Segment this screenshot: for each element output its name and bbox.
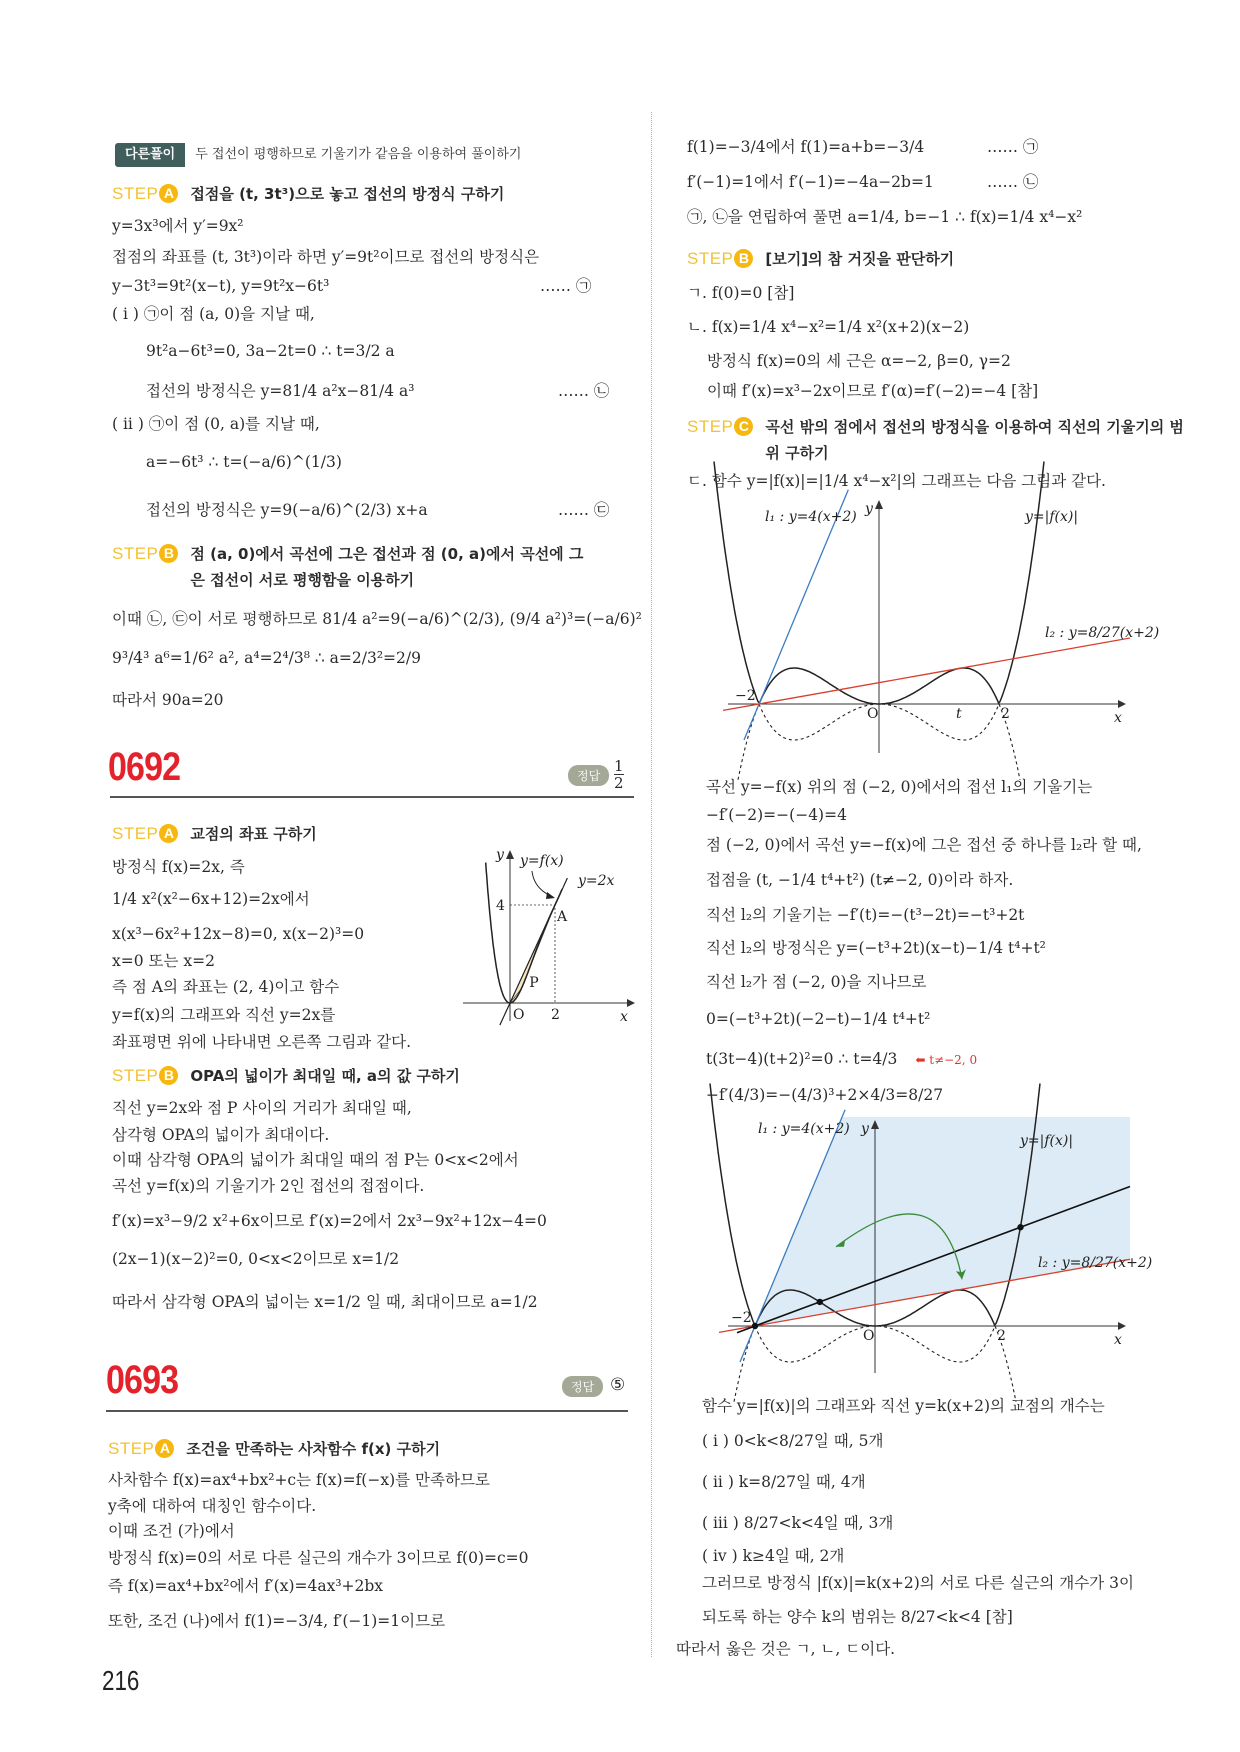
solution-line [706,972,926,992]
equation-tag: …… ㉢ [558,501,610,519]
solution-line [108,1576,383,1596]
line-text: 곡선 y=f(x)의 기울기가 2인 접선의 접점이다. [112,1177,425,1195]
line-text: 이때 f′(x)=x³−2x이므로 f′(α)=f′(−2)=−4 [참] [707,382,1039,400]
line-text: 따라서 90a=20 [112,691,224,709]
step-label: STEP [112,824,159,843]
step-heading [687,417,1185,466]
solution-line [687,137,1039,157]
solution-line [112,648,421,668]
graph-0692 [455,845,640,1025]
dotted-curve-neg-f-left [738,704,759,780]
line-text: 이때 ㉡, ㉢이 서로 평행하므로 81/4 a²=9(−a/6)^(2/3), (9/4 a²)³=(−a/6)² [112,610,642,628]
x-axis-label: x [1114,710,1122,726]
page-number: 216 [102,1665,140,1696]
line-text: t(3t−4)(t+2)²=0 ∴ t=4/3 [706,1050,898,1068]
line-text: 좌표평면 위에 나타내면 오른쪽 그림과 같다. [112,1033,412,1051]
solution-line [112,609,642,629]
solution-line [702,1431,883,1451]
pointer-arrow [532,871,553,897]
solution-line [702,1573,1134,1593]
x-tick-2: 2 [551,1007,560,1023]
step-letter-circle: A [159,184,178,203]
x-axis-arrow-icon [627,999,635,1007]
line-text: 9³/4³ a⁶=1/6² a², a⁴=2⁴/3⁸ ∴ a=2/3²=2/9 [112,649,421,667]
line-text: ( iv ) k≥4일 때, 2개 [702,1547,845,1565]
solution-line [108,1496,316,1516]
line-text: 즉 점 A의 좌표는 (2, 4)이고 함수 [112,978,340,996]
solution-line [112,1005,335,1025]
solution-line [112,1292,538,1312]
l2-label: l₂ : y=8/27(x+2) [1038,1255,1153,1271]
step-label: STEP [687,417,734,436]
x-tick-t: t [956,706,962,722]
x-tick-2: 2 [997,1328,1006,1344]
answer-badge: 정답 [562,1376,603,1397]
line-text: (2x−1)(x−2)²=0, 0<x<2이므로 x=1/2 [112,1250,400,1268]
equation-tag: …… ㉡ [987,173,1039,191]
curve-label: y=f(x) [520,853,564,869]
line-text: 방정식 f(x)=0의 세 근은 α=−2, β=0, γ=2 [707,352,1011,370]
solution-line [112,1211,547,1231]
origin-label: O [863,1328,875,1344]
solution-line [112,1176,424,1196]
intersection-point [752,1323,758,1329]
solution-line [112,276,592,296]
solution-line [112,304,315,324]
alt-solution-badge: 다른풀이 [115,143,185,167]
line-text: ( i ) 0<k<8/27일 때, 5개 [702,1432,884,1450]
solution-line [676,1639,895,1659]
solution-line [706,870,1013,890]
line-text: y=f(x)의 그래프와 직선 y=2x를 [112,1006,336,1024]
line-text: 그러므로 방정식 |f(x)|=k(x+2)의 서로 다른 실근의 개수가 3이 [702,1574,1134,1592]
line-text: ( iii ) 8/27<k<4일 때, 3개 [702,1514,894,1532]
line-text: 9t²a−6t³=0, 3a−2t=0 ∴ t=3/2 a [146,342,395,360]
section-rule [106,1410,628,1412]
solution-line [108,1611,445,1631]
line-text: 접점을 (t, −1/4 t⁴+t²) (t≠−2, 0)이라 하자. [706,871,1014,889]
line-text: ㄴ. f(x)=1/4 x⁴−x²=1/4 x²(x+2)(x−2) [687,318,970,336]
solution-line [108,1521,235,1541]
step-heading [112,824,317,847]
solution-line [108,1470,490,1490]
solution-line [687,471,1106,491]
step-label: STEP [112,184,159,203]
solution-line [706,938,1046,958]
curve-label: y=|f(x)| [1020,1133,1074,1149]
equation-tag: …… ㉠ [540,277,592,295]
point-a-label: A [557,909,568,925]
l1-label: l₁ : y=4(x+2) [758,1121,850,1137]
l1-label: l₁ : y=4(x+2) [765,509,857,525]
x-tick-neg2: −2 [731,1310,752,1326]
x-axis-arrow-icon [1118,700,1126,708]
line-text: 직선 l₂의 기울기는 −f′(t)=−(t³−2t)=−t³+2t [706,906,1025,924]
solution-line [112,1249,399,1269]
pointer-arrow-head-icon [546,892,555,899]
step-letter-circle: A [155,1439,174,1458]
step-letter-circle: A [159,824,178,843]
equation-tag: …… ㉡ [558,382,610,400]
solution-line [706,777,1092,797]
solution-line [112,924,364,944]
line-text: 따라서 삼각형 OPA의 넓이는 x=1/2 일 때, 최대이므로 a=1/2 [112,1293,538,1311]
solution-line [706,1009,930,1029]
solution-line [702,1546,844,1566]
step-heading [112,184,504,207]
solution-line [687,207,1082,227]
line-text: ( i ) ㉠이 점 (a, 0)을 지날 때, [112,305,315,323]
solution-line [687,317,969,337]
x-axis-label: x [1114,1332,1122,1348]
solution-line [702,1513,893,1533]
step-label: STEP [687,249,734,268]
step-letter-circle: B [734,249,753,268]
step-letter-circle: B [159,544,178,563]
solution-line [112,216,244,236]
solution-line [112,1125,329,1145]
line-text: 1/4 x²(x²−6x+12)=2x에서 [112,890,310,908]
solution-line [146,381,610,401]
solution-line [112,247,539,267]
curve-label: y=|f(x)| [1025,509,1079,525]
line-text: 함수 y=|f(x)|의 그래프와 직선 y=k(x+2)의 교점의 개수는 [702,1397,1105,1415]
line-text: 방정식 f(x)=2x, 즉 [112,858,245,876]
step-title: OPA의 넓이가 최대일 때, a의 값 구하기 [190,1067,460,1085]
alt-solution-title: 두 접선이 평행하므로 기울기가 같음을 이용하여 풀이하기 [195,147,522,162]
line-text: 이때 조건 (가)에서 [108,1522,235,1540]
point-p-label: P [529,974,539,991]
origin-label: O [513,1007,525,1023]
solution-line [112,1098,412,1118]
alt-solution-heading [115,143,521,167]
answer-denominator: 2 [614,774,624,792]
step-letter-circle: C [734,417,753,436]
y-axis-label: y [496,847,504,863]
solution-line [112,977,339,997]
solution-line [112,951,215,971]
y-axis-label: y [861,1121,869,1137]
line-text: 직선 y=2x와 점 P 사이의 거리가 최대일 때, [112,1099,412,1117]
x-tick-neg2: −2 [735,688,756,704]
y-tick-4: 4 [496,898,505,914]
line-text: y축에 대하여 대칭인 함수이다. [108,1497,317,1515]
solution-line [112,1150,519,1170]
solution-line [702,1396,1105,1416]
step-title: 교점의 좌표 구하기 [190,825,317,843]
line-text: f(1)=−3/4에서 f(1)=a+b=−3/4 [687,138,925,156]
step-label: STEP [108,1439,155,1458]
solution-line [112,857,245,877]
y-axis-label: y [865,501,873,517]
line-text: f′(x)=x³−9/2 x²+6x이므로 f′(x)=2에서 2x³−9x²+12x−4=0 [112,1212,547,1230]
step-title: 조건을 만족하는 사차함수 f(x) 구하기 [186,1440,441,1458]
line-text: 사차함수 f(x)=ax⁴+bx²+c는 f(x)=f(−x)를 만족하므로 [108,1471,490,1489]
line-text: y−3t³=9t²(x−t), y=9t²x−6t³ [112,277,330,295]
equation-tag: …… ㉠ [987,138,1039,156]
graph-abs-f-tangents [720,497,1160,757]
solution-line [687,283,794,303]
intersection-point [817,1299,823,1305]
step-title: [보기]의 참 거짓을 판단하기 [765,250,955,268]
y-axis-arrow-icon [875,500,883,509]
tangent-line-l2 [723,638,1130,710]
tangent-line-l1 [744,490,848,740]
solution-line [108,1548,529,1568]
solution-line [702,1607,1013,1627]
step-label: STEP [112,1066,159,1085]
solution-line [112,889,310,909]
problem-number-0692: 0692 [108,745,181,789]
step-letter-circle: B [159,1066,178,1085]
line-text: f′(−1)=1에서 f′(−1)=−4a−2b=1 [687,173,934,191]
solution-line [687,172,1039,192]
condition-note: ⬅ t≠−2, 0 [915,1053,978,1067]
answer-value [614,758,624,791]
step-title: 점 (a, 0)에서 곡선에 그은 접선과 점 (0, a)에서 곡선에 그은 접선이 서로 평행함을 이용하기 [190,545,584,589]
answer-badge: 정답 [568,765,609,786]
line-text: ㄷ. 함수 y=|f(x)|=|1/4 x⁴−x²|의 그래프는 다음 그림과 같다. [687,472,1106,490]
graph-abs-f-line-range [720,1117,1153,1377]
line-text: y=3x³에서 y′=9x² [112,217,244,235]
line-text: −f′(−2)=−(−4)=4 [706,806,847,824]
step-heading [687,249,954,272]
line-text: −f′(4/3)=−(4/3)³+2×4/3=8/27 [706,1086,944,1104]
line-text: 이때 삼각형 OPA의 넓이가 최대일 때의 점 P는 0<x<2에서 [112,1151,519,1169]
line-text: 0=(−t³+2t)(−2−t)−1/4 t⁴+t² [706,1010,931,1028]
l2-label: l₂ : y=8/27(x+2) [1045,625,1160,641]
line-text: 직선 l₂가 점 (−2, 0)을 지나므로 [706,973,927,991]
answer-value: ⑤ [610,1375,626,1395]
solution-line [112,414,320,434]
line-text: 점 (−2, 0)에서 곡선 y=−f(x)에 그은 접선 중 하나를 l₂라 할 때, [706,836,1142,854]
solution-line [146,341,395,361]
line-text: ㄱ. f(0)=0 [참] [687,284,795,302]
solution-line [146,500,610,520]
step-title: 곡선 밖의 점에서 접선의 방정식을 이용하여 직선의 기울기의 범위 구하기 [765,418,1184,462]
solution-line [706,805,847,825]
line-text: 따라서 옳은 것은 ㄱ, ㄴ, ㄷ이다. [676,1640,896,1658]
line-text: 접선의 방정식은 y=81/4 a²x−81/4 a³ [146,382,415,400]
line-text: 접점의 좌표를 (t, 3t³)이라 하면 y′=9t²이므로 접선의 방정식은 [112,248,540,266]
step-heading [108,1439,440,1462]
solution-line [707,351,1011,371]
line-text: ㉠, ㉡을 연립하여 풀면 a=1/4, b=−1 ∴ f(x)=1/4 x⁴−x² [687,208,1083,226]
solution-line [112,1032,411,1052]
line-text: 방정식 f(x)=0의 서로 다른 실근의 개수가 3이므로 f(0)=c=0 [108,1549,529,1567]
step-heading [112,544,585,593]
line-text: ( ii ) k=8/27일 때, 4개 [702,1473,866,1491]
y-axis-arrow-icon [506,850,514,859]
column-divider [651,112,652,1657]
curve-f [486,863,563,1003]
step-title: 접점을 (t, 3t³)으로 놓고 접선의 방정식 구하기 [190,185,505,203]
x-tick-2: 2 [1001,706,1010,722]
line-text: 접선의 방정식은 y=9(−a/6)^(2/3) x+a [146,501,428,519]
line-text: 삼각형 OPA의 넓이가 최대이다. [112,1126,330,1144]
solution-line [706,1049,977,1070]
line-text: 즉 f(x)=ax⁴+bx²에서 f′(x)=4ax³+2bx [108,1577,384,1595]
dotted-curve-neg-f-left [734,1326,755,1402]
line-text: 직선 l₂의 방정식은 y=(−t³+2t)(x−t)−1/4 t⁴+t² [706,939,1046,957]
line-text: 또한, 조건 (나)에서 f(1)=−3/4, f′(−1)=1이므로 [108,1612,446,1630]
solution-line [702,1472,866,1492]
line-text: a=−6t³ ∴ t=(−a/6)^(1/3) [146,453,342,471]
line-label: y=2x [578,873,615,889]
solution-line [706,1085,943,1105]
solution-line [146,452,342,472]
x-axis-label: x [620,1009,628,1025]
problem-number-0693: 0693 [106,1358,179,1402]
origin-label: O [867,706,879,722]
step-label: STEP [112,544,159,563]
solution-line [706,905,1024,925]
section-rule [110,796,634,798]
line-text: 되도록 하는 양수 k의 범위는 8/27<k<4 [참] [702,1608,1013,1626]
step-heading [112,1066,460,1089]
line-text: x=0 또는 x=2 [112,952,215,970]
answer-numerator: 1 [614,757,624,775]
line-text: ( ii ) ㉠이 점 (0, a)를 지날 때, [112,415,320,433]
solution-line [112,690,224,710]
solution-line [706,835,1142,855]
solution-line [707,381,1038,401]
intersection-point [1017,1224,1023,1230]
line-text: 곡선 y=−f(x) 위의 점 (−2, 0)에서의 접선 l₁의 기울기는 [706,778,1093,796]
x-axis-arrow-icon [1118,1322,1126,1330]
line-text: x(x³−6x²+12x−8)=0, x(x−2)³=0 [112,925,365,943]
